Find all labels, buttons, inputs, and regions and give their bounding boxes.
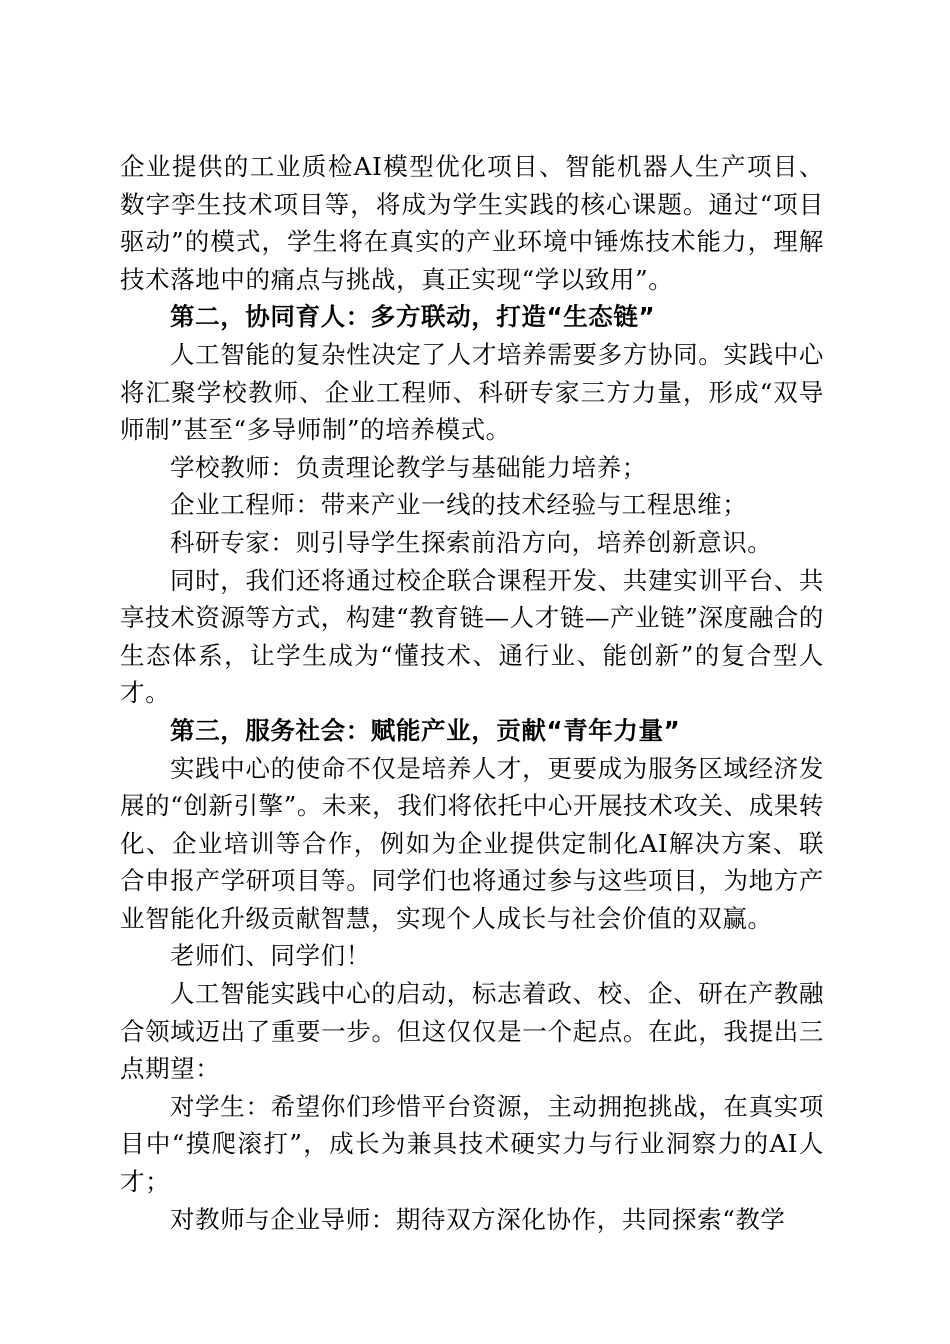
heading-section-2: 第二，协同育人：多方联动，打造“生态链” xyxy=(170,302,656,332)
paragraph-research-experts: 科研专家：则引导学生探索前沿方向，培养创新意识。 xyxy=(170,527,773,557)
heading-section-3: 第三，服务社会：赋能产业，贡献“青年力量” xyxy=(170,715,681,745)
paragraph-students-expectation: 对学生：希望你们珍惜平台资源，主动拥抱挑战，在真实项目中“摸爬滚打”，成长为兼具技术硬实力与行业洞察力的AI人才； xyxy=(120,1091,824,1197)
paragraph-greeting: 老师们、同学们！ xyxy=(170,941,371,971)
paragraph-collaboration: 人工智能的复杂性决定了人才培养需要多方协同。实践中心将汇聚学校教师、企业工程师、科研专家三方力量，形成“双导师制”甚至“多导师制”的培养模式。 xyxy=(120,339,824,445)
paragraph-service-society: 实践中心的使命不仅是培养人才，更要成为服务区域经济发展的“创新引擎”。未来，我们将依托中心开展技术攻关、成果转化、企业培训等合作，例如为企业提供定制化AI解决方案、联合申报产学研项目等。同学们也将通过参与这些项目，为地方产业智能化升级贡献智慧，实现个人成长与社会价值的双赢。 xyxy=(120,753,824,933)
paragraph-ecosystem: 同时，我们还将通过校企联合课程开发、共建实训平台、共享技术资源等方式，构建“教育链—人才链—产业链”深度融合的生态体系，让学生成为“懂技术、通行业、能创新”的复合型人才。 xyxy=(120,565,824,708)
paragraph-intro: 企业提供的工业质检AI模型优化项目、智能机器人生产项目、数字孪生技术项目等，将成为学生实践的核心课题。通过“项目驱动”的模式，学生将在真实的产业环境中锤炼技术能力，理解技术落地中的痛点与挑战，真正实现“学以致用”。 xyxy=(120,152,824,294)
paragraph-launch: 人工智能实践中心的启动，标志着政、校、企、研在产教融合领域迈出了重要一步。但这仅仅是一个起点。在此，我提出三点期望： xyxy=(120,979,824,1084)
document-page xyxy=(120,148,824,1238)
paragraph-teachers-expectation: 对教师与企业导师：期待双方深化协作，共同探索“教学 xyxy=(170,1204,786,1234)
paragraph-school-teachers: 学校教师：负责理论教学与基础能力培养； xyxy=(170,452,647,482)
paragraph-enterprise-engineers: 企业工程师：带来产业一线的技术经验与工程思维； xyxy=(170,490,748,520)
